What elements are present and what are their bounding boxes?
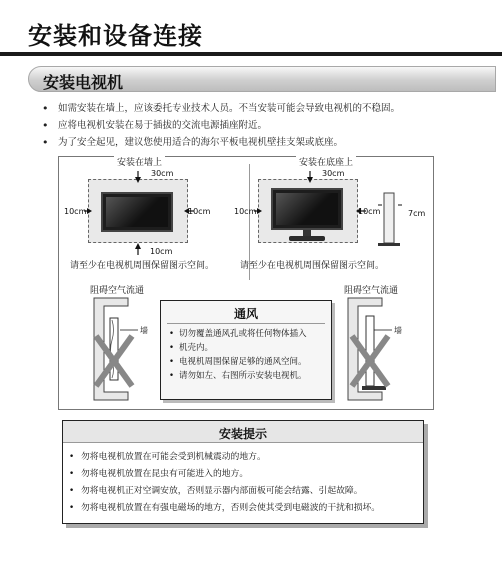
tips-title: 安装提示 [218,427,267,441]
ventilation-item-text: 机壳内。 [179,343,214,353]
ventilation-rule [167,323,325,324]
stand-mount-caption: 安装在底座上 [296,155,356,168]
blocked-wall-illustration-icon [92,296,162,406]
intro-bullet-list [40,100,490,151]
ventilation-item: • 电视机周围保留足够的通风空间。 [169,355,329,369]
stand-side-distance: 7cm [408,209,426,218]
bullet-item: • 应将电视机安装在易于插拔的交流电源插座附近。 [40,117,490,134]
ventilation-item-continued [169,341,329,355]
tip-item: • 勿将电视机放置在可能会受到机械震动的地方。 [69,449,421,466]
section-title: 安装电视机 [43,73,124,92]
wall-clearance-note: 请至少在电视机周围保留图示空间。 [70,261,215,271]
stand-top-distance: 30cm [322,169,345,178]
tip-item: • 勿将电视机正对空调安放，否则显示器内部面板可能会结露、引起故障。 [69,483,421,500]
page-title: 安装和设备连接 [28,22,203,50]
tips-list [69,449,421,517]
tip-item: • 勿将电视机放置在昆虫有可能进入的地方。 [69,466,421,483]
installation-tips-box [62,420,424,524]
ventilation-box [160,300,332,400]
wall-label-left: 墙 [140,326,148,335]
blocked-stand-illustration-icon [346,296,416,406]
ventilation-list [169,327,329,383]
wall-right-distance: 10cm [188,207,211,216]
wall-left-distance: 10cm [64,207,87,216]
stand-arrows-icon [232,165,432,265]
bullet-item: • 为了安全起见，建议您使用适合的海尔平板电视机壁挂支架或底座。 [40,134,490,151]
ventilation-item: • 请勿如左、右图所示安装电视机。 [169,369,329,383]
ventilation-title: 通风 [233,307,258,321]
wall-top-distance: 30cm [151,169,174,178]
stand-right-distance: 10cm [358,207,381,216]
tip-item: • 勿将电视机放置在有强电磁场的地方，否则会使其受到电磁波的干扰和损坏。 [69,500,421,517]
tips-header [63,421,423,443]
wall-bottom-distance: 10cm [150,247,173,256]
title-rule [0,52,502,56]
blocked-airflow-label-right: 阻碍空气流通 [344,286,399,296]
wall-label-right: 墙 [394,326,402,335]
bullet-item: • 如需安装在墙上，应该委托专业技术人员。不当安装可能会导致电视机的不稳固。 [40,100,490,117]
blocked-airflow-label-left: 阻碍空气流通 [90,286,145,296]
ventilation-item: • 切勿覆盖通风孔或将任何物体插入 [169,327,329,341]
section-header [28,66,496,92]
stand-clearance-note: 请至少在电视机周围保留图示空间。 [240,261,385,271]
wall-mount-caption: 安装在墙上 [114,155,165,168]
stand-left-distance: 10cm [234,207,257,216]
